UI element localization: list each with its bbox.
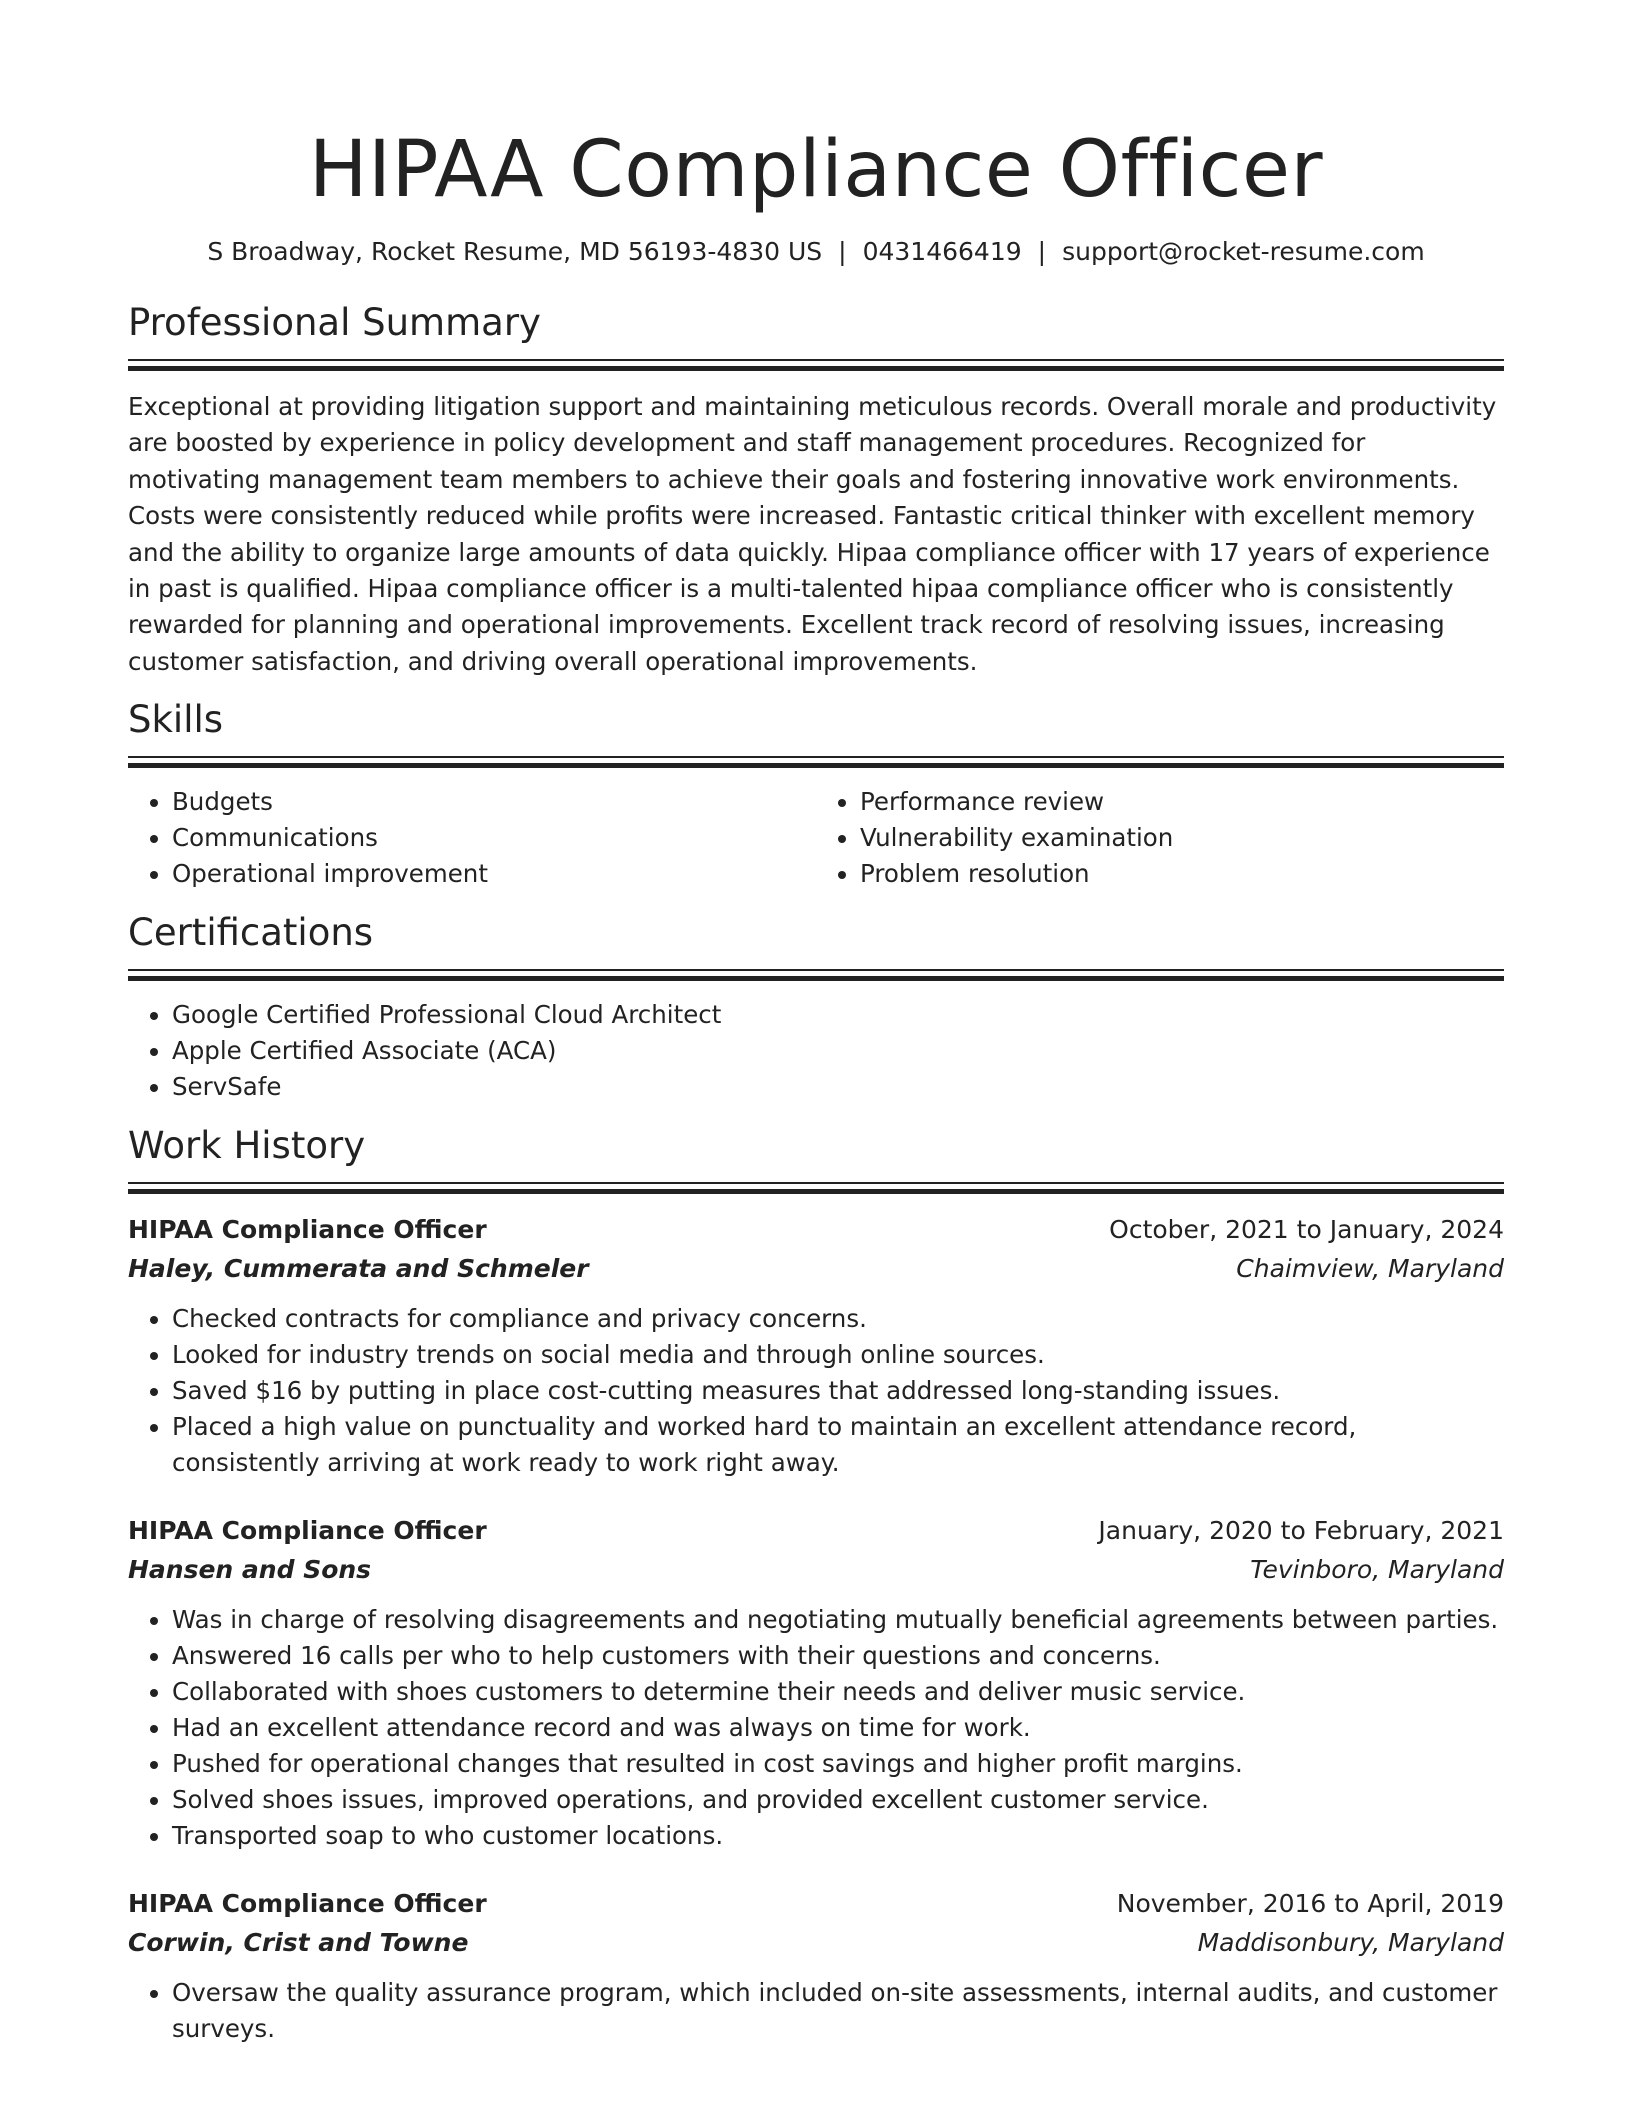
skill-item: • Problem resolution	[860, 856, 1504, 892]
job-title: HIPAA Compliance Officer	[128, 1516, 487, 1546]
job-subheader	[128, 1923, 1504, 1962]
job-location: Maddisonbury, Maryland	[1197, 1928, 1504, 1958]
job-duty: • Answered 16 calls per who to help customers with their questions and concerns.	[172, 1638, 1504, 1674]
job-title: HIPAA Compliance Officer	[128, 1889, 487, 1919]
job-duties	[128, 1301, 1504, 1481]
job-location: Tevinboro, Maryland	[1250, 1555, 1504, 1585]
skills-list-left	[128, 784, 816, 892]
job-duty: • Solved shoes issues, improved operations, and provided excellent customer service.	[172, 1782, 1504, 1818]
section-divider	[128, 1182, 1504, 1194]
skill-item: • Communications	[172, 820, 816, 856]
job-location: Chaimview, Maryland	[1236, 1254, 1504, 1284]
job-duty: • Saved $16 by putting in place cost-cutting measures that addressed long-standing issues.	[172, 1373, 1504, 1409]
job-duties	[128, 1602, 1504, 1854]
contact-line	[128, 236, 1504, 268]
job-duty: • Placed a high value on punctuality and worked hard to maintain an excellent attendance record, consistently arriving at work ready to work right away.	[172, 1409, 1504, 1481]
job-company: Corwin, Crist and Towne	[128, 1928, 469, 1958]
certification-item: • Apple Certified Associate (ACA)	[172, 1033, 1504, 1069]
job-dates: October, 2021 to January, 2024	[1109, 1215, 1504, 1245]
resume-page	[128, 0, 1504, 2047]
certifications-heading: Certifications	[128, 911, 374, 955]
job-company: Haley, Cummerata and Schmeler	[128, 1254, 589, 1284]
contact-phone: 0431466419	[862, 237, 1022, 266]
resume-name: HIPAA Compliance Officer	[308, 125, 1324, 215]
job-duty: • Was in charge of resolving disagreements and negotiating mutually beneficial agreements between parties.	[172, 1602, 1504, 1638]
certifications-list	[128, 997, 1504, 1105]
job-duty: • Had an excellent attendance record and was always on time for work.	[172, 1710, 1504, 1746]
summary-text: Exceptional at providing litigation support and maintaining meticulous records. Overall morale and productivity are boosted by experience in policy development and staff management procedures. Recognized for motivating management team members to achieve their goals and fostering innovative work environments. Costs were consistently reduced while profits were increased. Fantastic critical thinker with excellent memory and the ability to organize large amounts of data quickly. Hipaa compliance officer with 17 years of experience in past is qualified. Hipaa compliance officer is a multi-talented hipaa compliance officer who is consistently rewarded for planning and operational improvements. Excellent track record of resolving issues, increasing customer satisfaction, and driving overall operational improvements.	[128, 392, 1497, 676]
job-duty: • Checked contracts for compliance and privacy concerns.	[172, 1301, 1504, 1337]
skills-section	[128, 698, 1504, 892]
job-subheader	[128, 1550, 1504, 1589]
job-subheader	[128, 1249, 1504, 1288]
job-company: Hansen and Sons	[128, 1555, 372, 1585]
section-divider	[128, 969, 1504, 981]
skill-item: • Operational improvement	[172, 856, 816, 892]
job-duty: • Transported soap to who customer locations.	[172, 1818, 1504, 1854]
section-divider	[128, 756, 1504, 768]
job-header	[128, 1210, 1504, 1249]
job-header	[128, 1511, 1504, 1550]
job-entry	[128, 1511, 1504, 1854]
skill-item: • Budgets	[172, 784, 816, 820]
work-history-heading: Work History	[128, 1124, 366, 1168]
job-header	[128, 1884, 1504, 1923]
contact-separator: |	[1037, 237, 1047, 266]
job-duty: • Oversaw the quality assurance program, which included on-site assessments, internal audits, and customer surveys.	[172, 1975, 1504, 2047]
job-dates: January, 2020 to February, 2021	[1098, 1516, 1504, 1546]
certification-item: • ServSafe	[172, 1069, 1504, 1105]
summary-heading: Professional Summary	[128, 301, 541, 344]
job-duty: • Pushed for operational changes that resulted in cost savings and higher profit margins.	[172, 1746, 1504, 1782]
section-divider	[128, 359, 1504, 371]
job-duty: • Collaborated with shoes customers to determine their needs and deliver music service.	[172, 1674, 1504, 1710]
certification-item: • Google Certified Professional Cloud Architect	[172, 997, 1504, 1033]
job-duty: • Looked for industry trends on social media and through online sources.	[172, 1337, 1504, 1373]
skill-item: • Vulnerability examination	[860, 820, 1504, 856]
job-duties	[128, 1975, 1504, 2047]
contact-email: support@rocket-resume.com	[1062, 237, 1425, 266]
contact-separator: |	[838, 237, 847, 266]
skills-list-right	[816, 784, 1504, 892]
job-dates: November, 2016 to April, 2019	[1116, 1889, 1504, 1919]
job-entry	[128, 1210, 1504, 1481]
job-entry	[128, 1884, 1504, 2047]
skills-heading: Skills	[128, 698, 224, 742]
contact-address: S Broadway, Rocket Resume, MD 56193-4830 US	[207, 237, 823, 266]
work-history-section	[128, 1124, 1504, 2047]
skill-item: • Performance review	[860, 784, 1504, 820]
summary-section	[128, 301, 1504, 680]
job-title: HIPAA Compliance Officer	[128, 1215, 487, 1245]
skills-columns	[128, 784, 1504, 892]
certifications-section	[128, 911, 1504, 1105]
